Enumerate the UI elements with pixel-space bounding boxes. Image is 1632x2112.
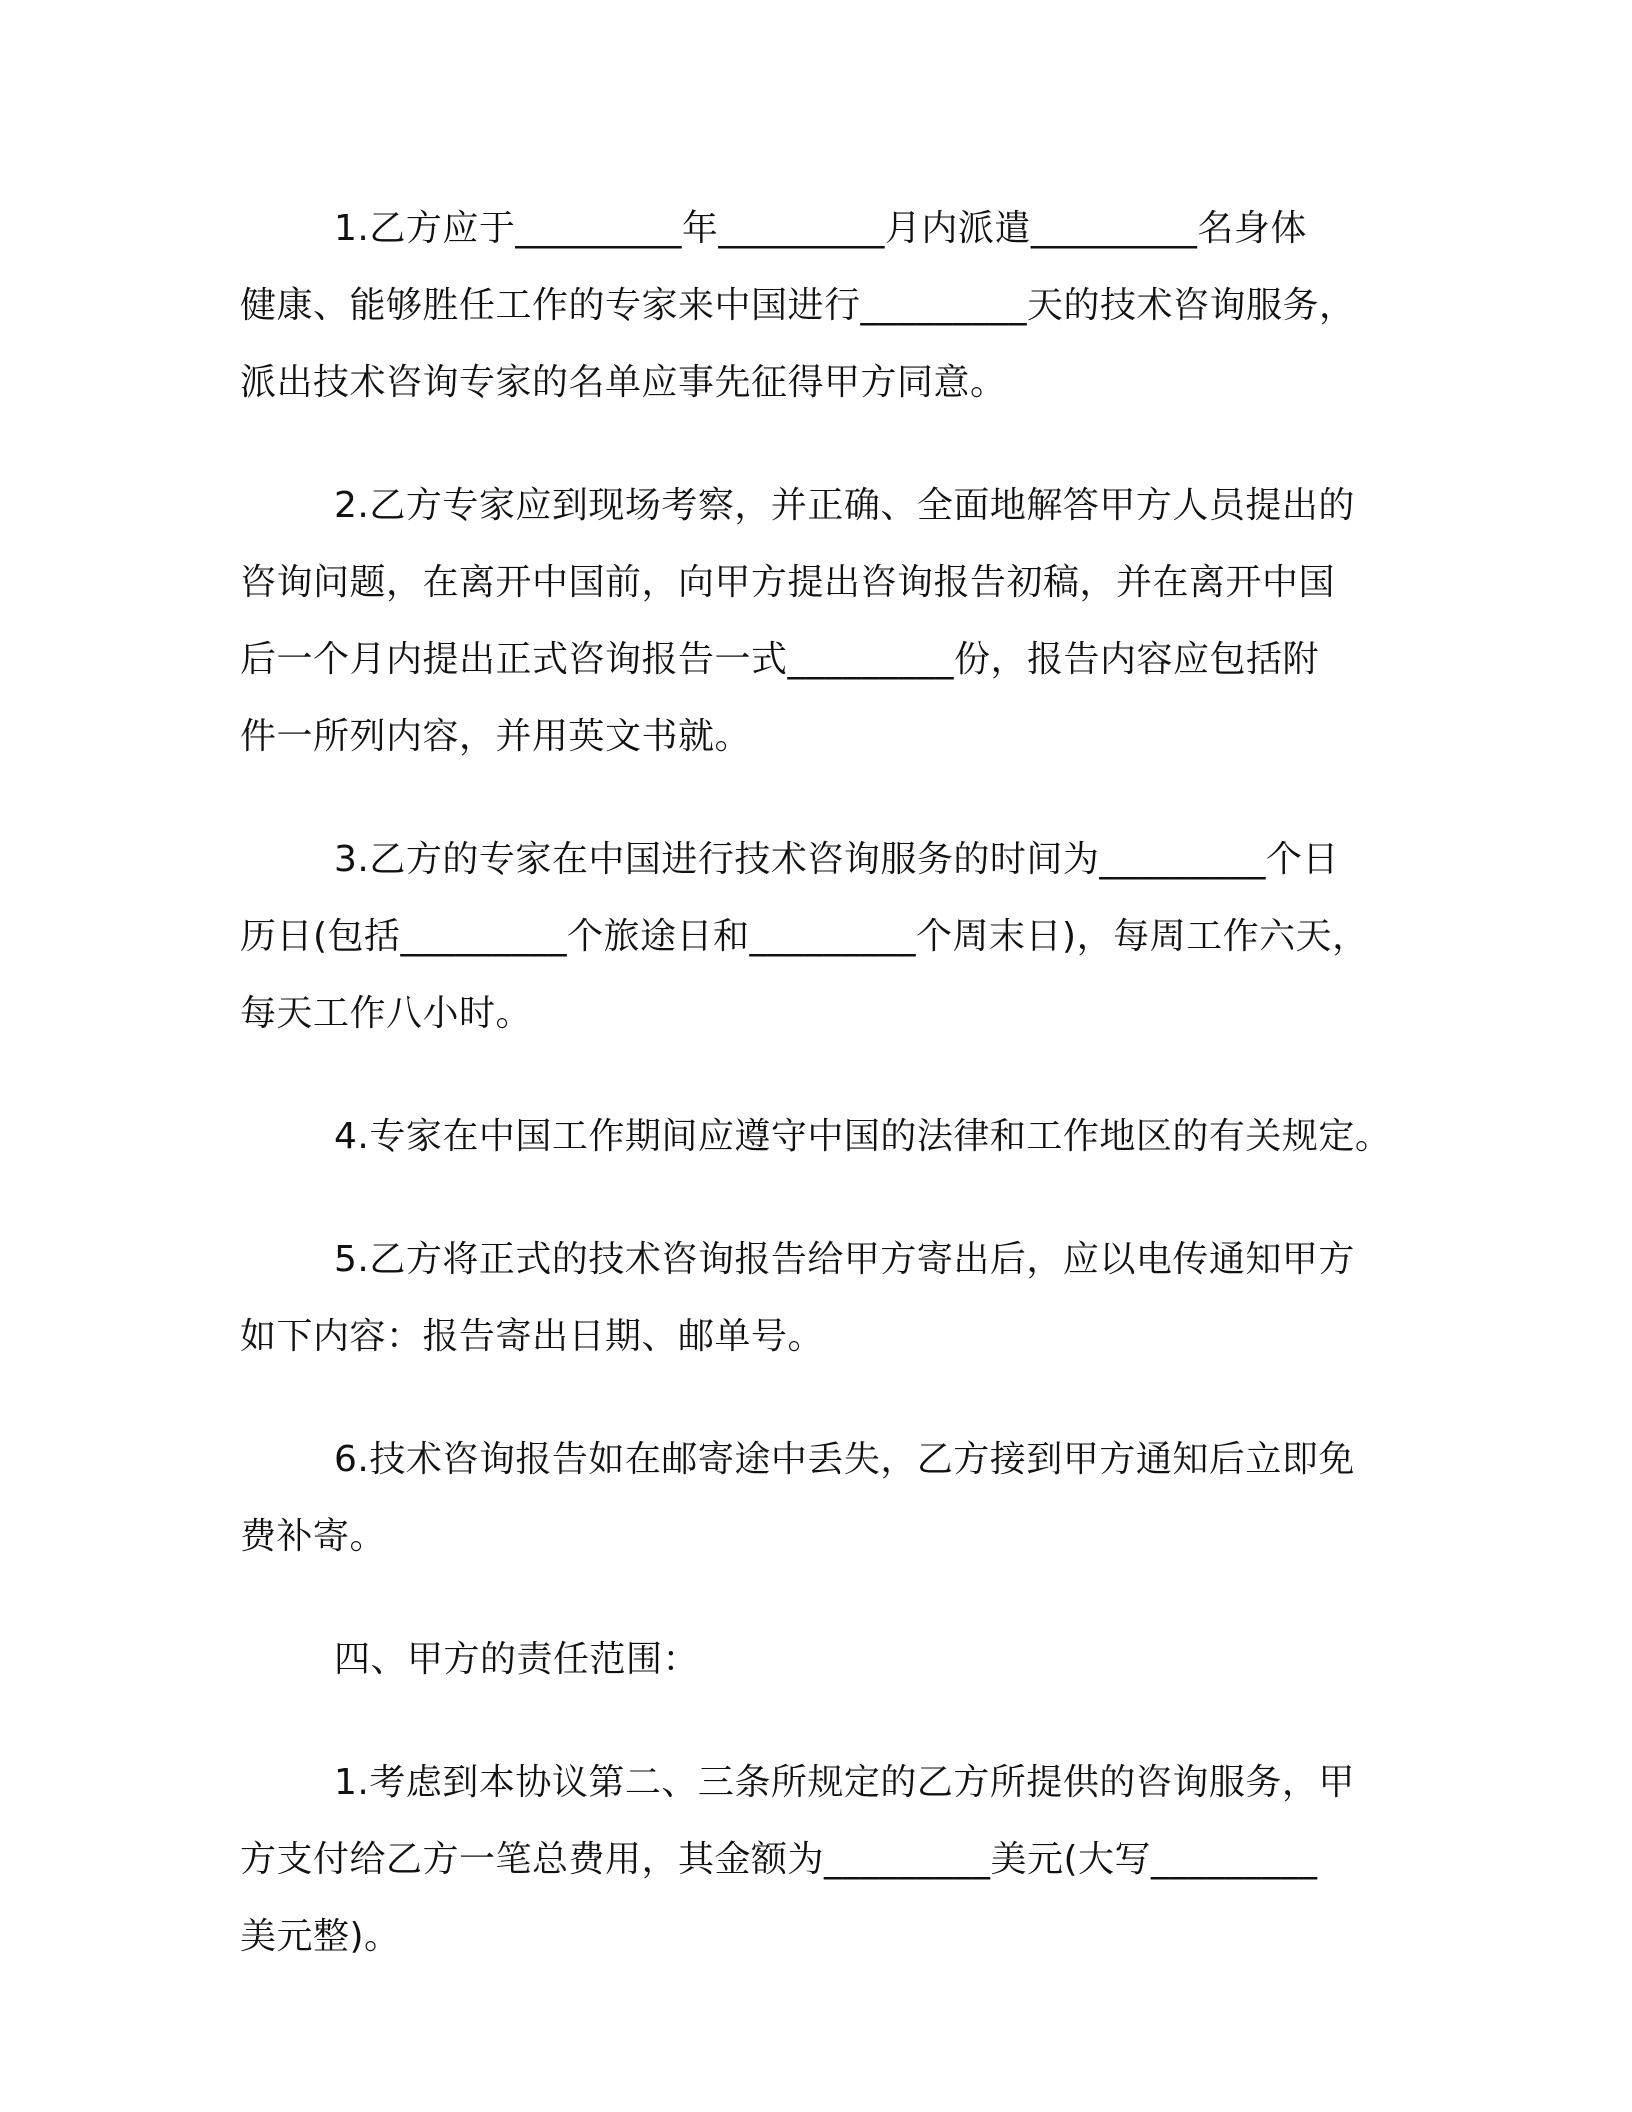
text-line: 2.乙方专家应到现场考察，并正确、全面地解答甲方人员提出的 (334, 485, 1355, 526)
document-body (240, 190, 1416, 2021)
text-line: 咨询问题，在离开中国前，向甲方提出咨询报告初稿，并在离开中国 (240, 562, 1336, 603)
text-line: 6.技术咨询报告如在邮寄途中丢失，乙方接到甲方通知后立即免 (334, 1439, 1355, 1480)
text-line: 如下内容：报告寄出日期、邮单号。 (240, 1316, 825, 1357)
clause-b-1 (240, 190, 1416, 421)
clause-b-3 (240, 821, 1416, 1052)
section-heading: 四、甲方的责任范围： (334, 1639, 700, 1680)
text-line: 健康、能够胜任工作的专家来中国进行_________天的技术咨询服务， (240, 285, 1356, 326)
text-line: 方支付给乙方一笔总费用，其金额为_________美元(大写_________ (240, 1839, 1318, 1880)
text-line: 4.专家在中国工作期间应遵守中国的法律和工作地区的有关规定。 (334, 1116, 1392, 1157)
text-line: 后一个月内提出正式咨询报告一式_________份，报告内容应包括附 (240, 639, 1320, 680)
text-line: 5.乙方将正式的技术咨询报告给甲方寄出后，应以电传通知甲方 (334, 1239, 1355, 1280)
text-line: 美元整)。 (240, 1916, 401, 1957)
text-line: 历日(包括_________个旅途日和_________个周末日)，每周工作六天， (240, 916, 1369, 957)
clause-a-1 (240, 1744, 1416, 1975)
text-line: 派出技术咨询专家的名单应事先征得甲方同意。 (240, 362, 1007, 403)
text-line: 件一所列内容，并用英文书就。 (240, 716, 752, 757)
text-line: 1.考虑到本协议第二、三条所规定的乙方所提供的咨询服务，甲 (334, 1762, 1355, 1803)
clause-b-2 (240, 467, 1416, 775)
clause-b-6 (240, 1421, 1416, 1575)
text-line: 费补寄。 (240, 1516, 387, 1557)
text-line: 1.乙方应于_________年_________月内派遣_________名身体 (334, 208, 1307, 249)
clause-b-5 (240, 1221, 1416, 1375)
clause-b-4 (240, 1098, 1416, 1175)
section-heading-4 (240, 1621, 1416, 1698)
text-line: 每天工作八小时。 (240, 993, 533, 1034)
text-line: 3.乙方的专家在中国进行技术咨询服务的时间为_________个日 (334, 839, 1339, 880)
